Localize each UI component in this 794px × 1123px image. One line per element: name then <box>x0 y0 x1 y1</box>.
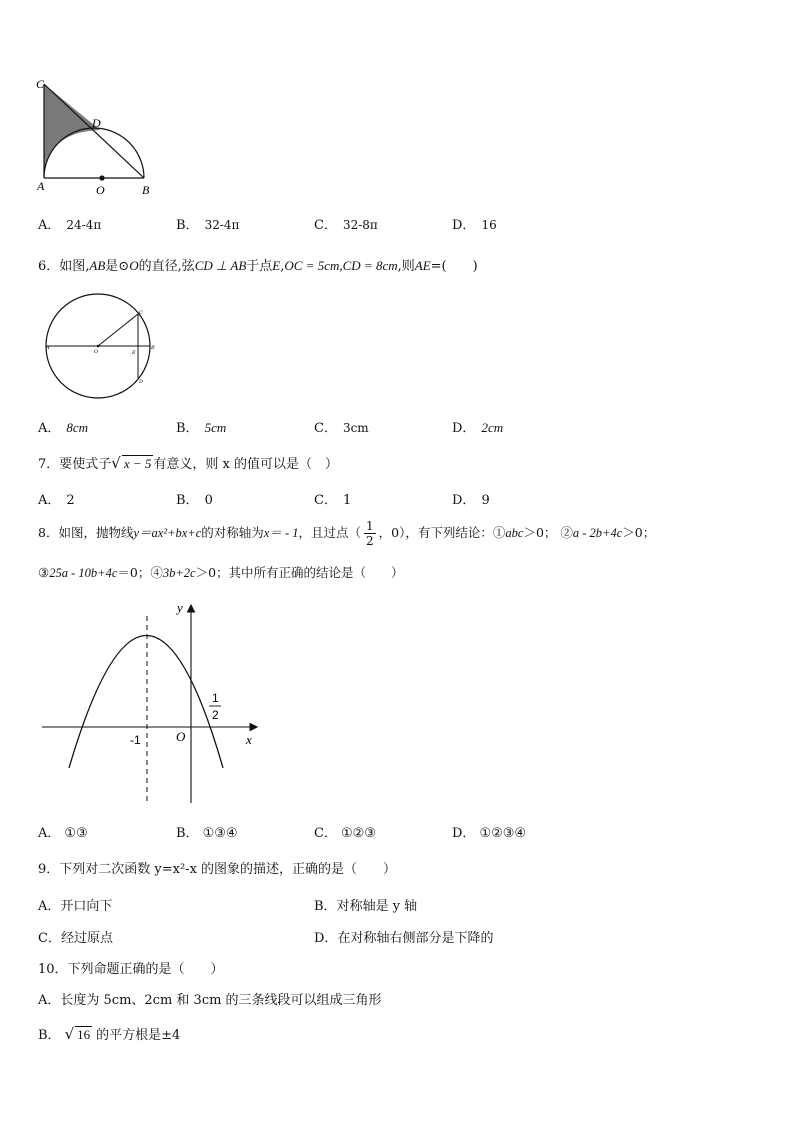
q6-label-C: C <box>139 310 143 316</box>
q5-label-B: B <box>142 183 150 197</box>
q8-graph <box>40 598 270 808</box>
q6-radius-OC <box>98 314 138 346</box>
q6-label-E: E <box>132 350 136 356</box>
q9-option-b[interactable]: B．对称轴是 y 轴 <box>314 899 418 914</box>
q10-option-a[interactable]: A．长度为 5cm、2cm 和 3cm 的三条线段可以组成三角形 <box>38 993 382 1008</box>
q8-stem-line1: 8．如图，抛物线y＝ax²+bx+c的对称轴为x＝ - 1，且过点（ $\frac{1}{2}$ ，0），有下列结论：①abc＞0； ②a - 2b+4c＞0； <box>38 519 656 548</box>
q7-option-d[interactable]: D． 9 <box>452 493 490 508</box>
q7-stem: 7．要使式子√ x − 5 有意义，则 x 的值可以是（ ） <box>38 454 338 472</box>
option-key: C． <box>314 218 337 233</box>
q10-option-b[interactable]: B． √ 16 的平方根是±4 <box>38 1025 181 1043</box>
q8-label-y: y <box>177 600 183 615</box>
q6-option-a[interactable]: A． 8cm <box>38 420 89 436</box>
q6-figure <box>40 292 170 402</box>
q8-option-b[interactable]: B． ①③④ <box>176 826 238 841</box>
q10-stem: 10．下列命题正确的是（ ） <box>38 962 224 977</box>
option-text: 24-4π <box>66 218 102 232</box>
sqrt-symbol: √ <box>111 454 121 472</box>
q8-stem-line2: ③25a - 10b+4c＝0；④3b+2c＞0；其中所有正确的结论是（ ） <box>38 565 404 580</box>
q6-label-B: B <box>151 345 155 351</box>
q9-option-c[interactable]: C．经过原点 <box>38 931 113 946</box>
q6-option-b[interactable]: B． 5cm <box>176 420 227 436</box>
option-key: A． <box>38 218 61 233</box>
option-text: 16 <box>481 218 497 232</box>
q6-option-d[interactable]: D． 2cm <box>452 420 504 436</box>
q7-radicand: x − 5 <box>123 456 152 471</box>
q7-option-c[interactable]: C． 1 <box>314 493 352 508</box>
q8-label-origin: O <box>176 729 186 744</box>
q6-label-O: O <box>94 349 99 355</box>
q8-label-half-num: 1 <box>212 691 219 705</box>
q5-option-a[interactable] <box>38 214 101 233</box>
q10-radicand: 16 <box>77 1027 91 1042</box>
q5-label-A: A <box>37 179 45 193</box>
q7-option-b[interactable]: B． 0 <box>176 493 213 508</box>
q5-option-b[interactable] <box>176 214 239 233</box>
q8-parabola <box>69 636 223 769</box>
option-key: D． <box>452 218 476 233</box>
q8-label-half-den: 2 <box>212 708 219 722</box>
q5-figure <box>30 72 170 202</box>
q7-option-a[interactable]: A． 2 <box>38 493 75 508</box>
q5-shaded-region <box>44 84 100 178</box>
q6-stem: 6．如图,AB是⊙O的直径,弦CD ⊥ AB于点E,OC = 5cm,CD = 8cm,则AE=( ) <box>38 258 478 274</box>
q8-option-c[interactable]: C． ①②③ <box>314 826 376 841</box>
q5-label-D: D <box>92 116 101 130</box>
q6-option-c[interactable]: C． 3cm <box>314 421 369 436</box>
q6-label-A: A <box>46 345 50 351</box>
q9-option-d[interactable]: D．在对称轴右侧部分是下降的 <box>314 931 494 946</box>
q8-fraction: $\frac{1}{2}$ <box>366 519 374 548</box>
q5-option-d[interactable] <box>452 214 497 233</box>
q5-label-O: O <box>96 183 105 197</box>
option-text: 32-4π <box>204 218 240 232</box>
q6-center-dot <box>97 345 100 348</box>
q5-center-dot <box>99 175 104 180</box>
option-text: 32-8π <box>342 218 378 232</box>
q8-option-d[interactable]: D． ①②③④ <box>452 826 527 841</box>
sqrt-symbol: √ <box>64 1025 75 1043</box>
q8-label-neg1: -1 <box>130 733 141 747</box>
q8-label-x: x <box>246 732 252 747</box>
q9-stem: 9．下列对二次函数 y=x²-x 的图象的描述，正确的是（ ） <box>38 862 397 877</box>
option-key: B． <box>176 218 199 233</box>
q9-option-a[interactable]: A．开口向下 <box>38 899 113 914</box>
q8-option-a[interactable]: A． ①③ <box>38 826 88 841</box>
q5-option-c[interactable] <box>314 214 378 233</box>
q6-label-D: D <box>139 379 144 385</box>
q5-label-C: C <box>36 77 45 91</box>
